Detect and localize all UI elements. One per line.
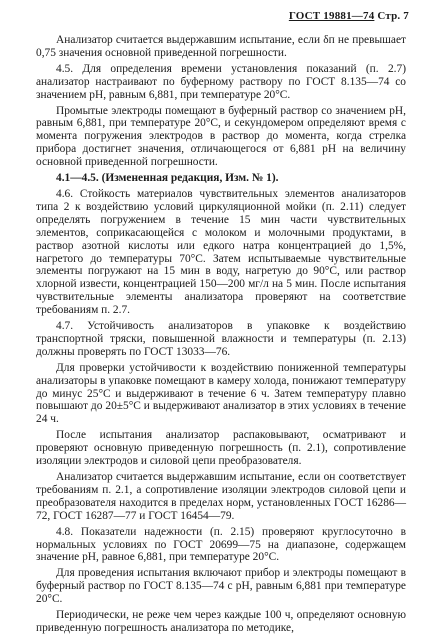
paragraph: Анализатор считается выдержавшим испытание, если он соответствует требованиям п. 2.1, а сопротивление изоляции электродов силовой цепи и преобразователя находится в пределах норм, установленных ГОСТ 16286—72, ГОСТ 16287—77 и ГОСТ 16454—79. <box>36 471 406 522</box>
document-body <box>36 34 406 638</box>
amendment-note: 4.1—4.5. (Измененная редакция, Изм. № 1). <box>56 172 279 185</box>
page-number: Стр. 7 <box>377 10 409 22</box>
paragraph: Промытые электроды помещают в буферный раствор со значением pH, равным 6,881, при температуре 20°С, и секундомером определяют время с момента погружения электродов в раствор до момента, когда стрелка прибора достигнет значения, отличающегося от 6,881 pH на величину основной приведенной погрешности. <box>36 104 406 169</box>
standard-number: ГОСТ 19881—74 <box>288 10 375 22</box>
paragraph: 4.6. Стойкость материалов чувствительных элементов анализаторов типа 2 к воздействию условий циркуляционной мойки (п. 2.11) следует определять погружением в течение 15 мин части чувствительных элементов, соприкасающейся с молоком и молочными продуктами, в раствор азотной кислоты или едкого натра концентрацией до 1,5%, нагретого до температуры 70°С. Затем испытываемые чувствительные элементы погружают на 15 мин в воду, нагретую до 90°С, или раствор хлорной извести, концентрацией 150—200 мг/л на 5 мин. После испытания чувствительные элементы анализатора проверяют на соответствие требованиям п. 2.7. <box>36 187 406 317</box>
paragraph: После испытания анализатор распаковывают, осматривают и проверяют основную приведенную погрешность (п. 2.1), сопротивление изоляции электродов и силовой цепи преобразователя. <box>36 429 406 468</box>
paragraph: Для проверки устойчивости к воздействию пониженной температуры анализаторы в упаковке помещают в камеру холода, понижают температуру до минус 25°С и выдерживают в течение 6 ч. Затем температуру плавно повышают до 20±5°С и выдерживают анализатор в этих условиях в течение 24 ч. <box>36 361 406 426</box>
paragraph: Периодически, не реже чем через каждые 100 ч, определяют основную приведенную погрешность анализатора по методике, <box>36 609 406 634</box>
paragraph: Для проведения испытания включают прибор и электроды помещают в буферный раствор по ГОСТ 8.135—74 с pH, равным 6,881 при температуре 20°С. <box>36 567 406 606</box>
paragraph: 4.8. Показатели надежности (п. 2.15) проверяют круглосуточно в нормальных условиях по ГОСТ 20699—75 на диапазоне, содержащем значение pH, равное 6,881, при температуре 20°С. <box>36 525 406 564</box>
paragraph: 4.7. Устойчивость анализаторов в упаковке к воздействию транспортной тряски, повышенной влажности и температуры (п. 2.13) должны проверять по ГОСТ 13033—76. <box>36 320 406 358</box>
paragraph: 4.5. Для определения времени установления показаний (п. 2.7) анализатор настраивают по буферному раствору по ГОСТ 8.135—74 со значением pH, равным 6,881, при температуре 20°С. <box>36 62 406 101</box>
page-header <box>289 10 409 22</box>
paragraph: Анализатор считается выдержавшим испытание, если δп не превышает 0,75 значения основной приведенной погрешности. <box>36 34 406 59</box>
